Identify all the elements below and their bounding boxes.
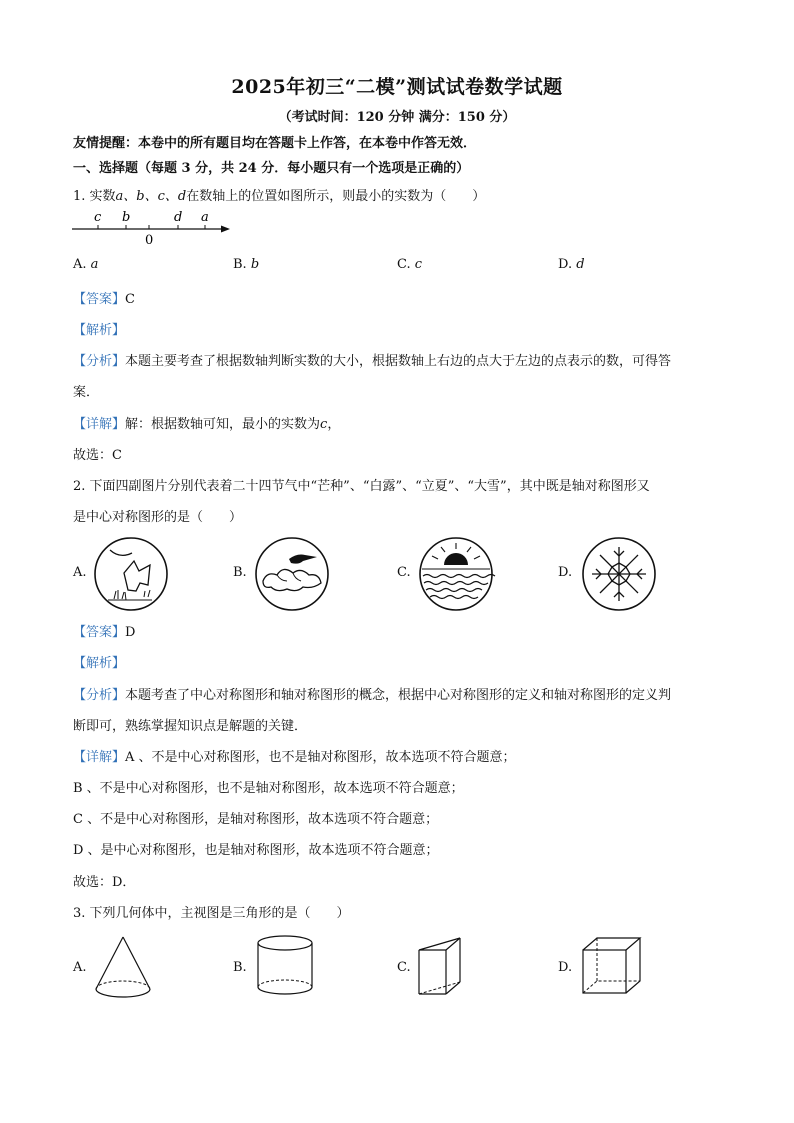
- q3-cylinder-figure: [254, 934, 316, 998]
- page-title: 2025年初三“二模”测试试卷数学试题: [231, 76, 563, 98]
- q2-detail-c: C 、不是中心对称图形，是轴对称图形，故本选项不符合题意；: [73, 812, 439, 827]
- q2-option-d-label: D.: [558, 565, 573, 580]
- q2-option-c-label: C.: [397, 565, 411, 580]
- axis-label-d: d: [174, 210, 183, 225]
- axis-label-a: a: [201, 210, 209, 225]
- q2-figure-c: [417, 535, 495, 613]
- q1-detail: 【详解】解：根据数轴可知，最小的实数为c，: [73, 417, 341, 432]
- q2-answer: 【答案】D: [73, 625, 136, 640]
- q3-option-d-label: D.: [558, 960, 573, 975]
- q3-option-a-label: A.: [73, 960, 87, 975]
- q2-fenxi-cont: 断即可，熟练掌握知识点是解题的关键．: [73, 719, 308, 734]
- axis-origin: 0: [145, 233, 154, 248]
- q1-option-b: B. b: [233, 257, 260, 272]
- q1-stem: 1. 实数a、b、c、d在数轴上的位置如图所示，则最小的实数为（ ）: [73, 189, 486, 204]
- q3-cone-figure: [92, 934, 154, 1002]
- q1-option-a: A. a: [73, 257, 99, 272]
- q1-fenxi: 【分析】本题主要考查了根据数轴判断实数的大小，根据数轴上右边的点大于左边的点表示的数，可得答: [73, 354, 672, 369]
- q2-figure-b: [253, 535, 331, 613]
- q2-fenxi: 【分析】本题考查了中心对称图形和轴对称图形的概念，根据中心对称图形的定义和轴对称图形的定义判: [73, 688, 672, 703]
- arrow-icon: [221, 226, 230, 233]
- q2-stem-cont: 是中心对称图形的是（ ）: [73, 510, 243, 525]
- axis-label-c: c: [94, 210, 102, 225]
- reminder: 友情提醒：本卷中的所有题目均在答题卡上作答，在本卷中作答无效．: [73, 136, 477, 151]
- q1-answer: 【答案】C: [73, 292, 135, 307]
- q2-option-b-label: B.: [233, 565, 247, 580]
- q2-select: 故选：D．: [73, 875, 136, 890]
- q1-fenxi-cont: 案．: [73, 385, 100, 400]
- q2-figure-d: [580, 535, 658, 613]
- q1-select: 故选：C: [73, 448, 122, 463]
- q2-stem: 2. 下面四副图片分别代表着二十四节气中“芒种”、“白露”、“立夏”、“大雪”，其中既是轴对称图形又: [73, 479, 650, 494]
- q1-analysis-tag: 【解析】: [73, 323, 126, 338]
- q2-option-a-label: A.: [73, 565, 87, 580]
- q3-stem: 3. 下列几何体中，主视图是三角形的是（ ）: [73, 906, 350, 921]
- section-heading: 一、选择题（每题 3 分，共 24 分．每小题只有一个选项是正确的）: [73, 161, 470, 176]
- axis-label-b: b: [122, 210, 131, 225]
- q2-detail-b: B 、不是中心对称图形，也不是轴对称图形，故本选项不符合题意；: [73, 781, 464, 796]
- q3-prism-figure: [416, 936, 472, 998]
- q3-option-c-label: C.: [397, 960, 411, 975]
- q1-option-d: D. d: [558, 257, 585, 272]
- q1-option-c: C. c: [397, 257, 423, 272]
- number-line-figure: [70, 208, 235, 248]
- q3-cube-figure: [580, 936, 644, 998]
- snowflake-icon: [592, 547, 646, 601]
- q2-detail-d: D 、是中心对称图形，也是轴对称图形，故本选项不符合题意；: [73, 843, 439, 858]
- q2-figure-a: [92, 535, 170, 613]
- q2-analysis-tag: 【解析】: [73, 656, 126, 671]
- exam-info: （考试时间：120 分钟 满分：150 分）: [278, 110, 516, 125]
- q3-option-b-label: B.: [233, 960, 247, 975]
- q2-detail-a: 【详解】A 、不是中心对称图形，也不是轴对称图形，故本选项不符合题意；: [73, 750, 516, 765]
